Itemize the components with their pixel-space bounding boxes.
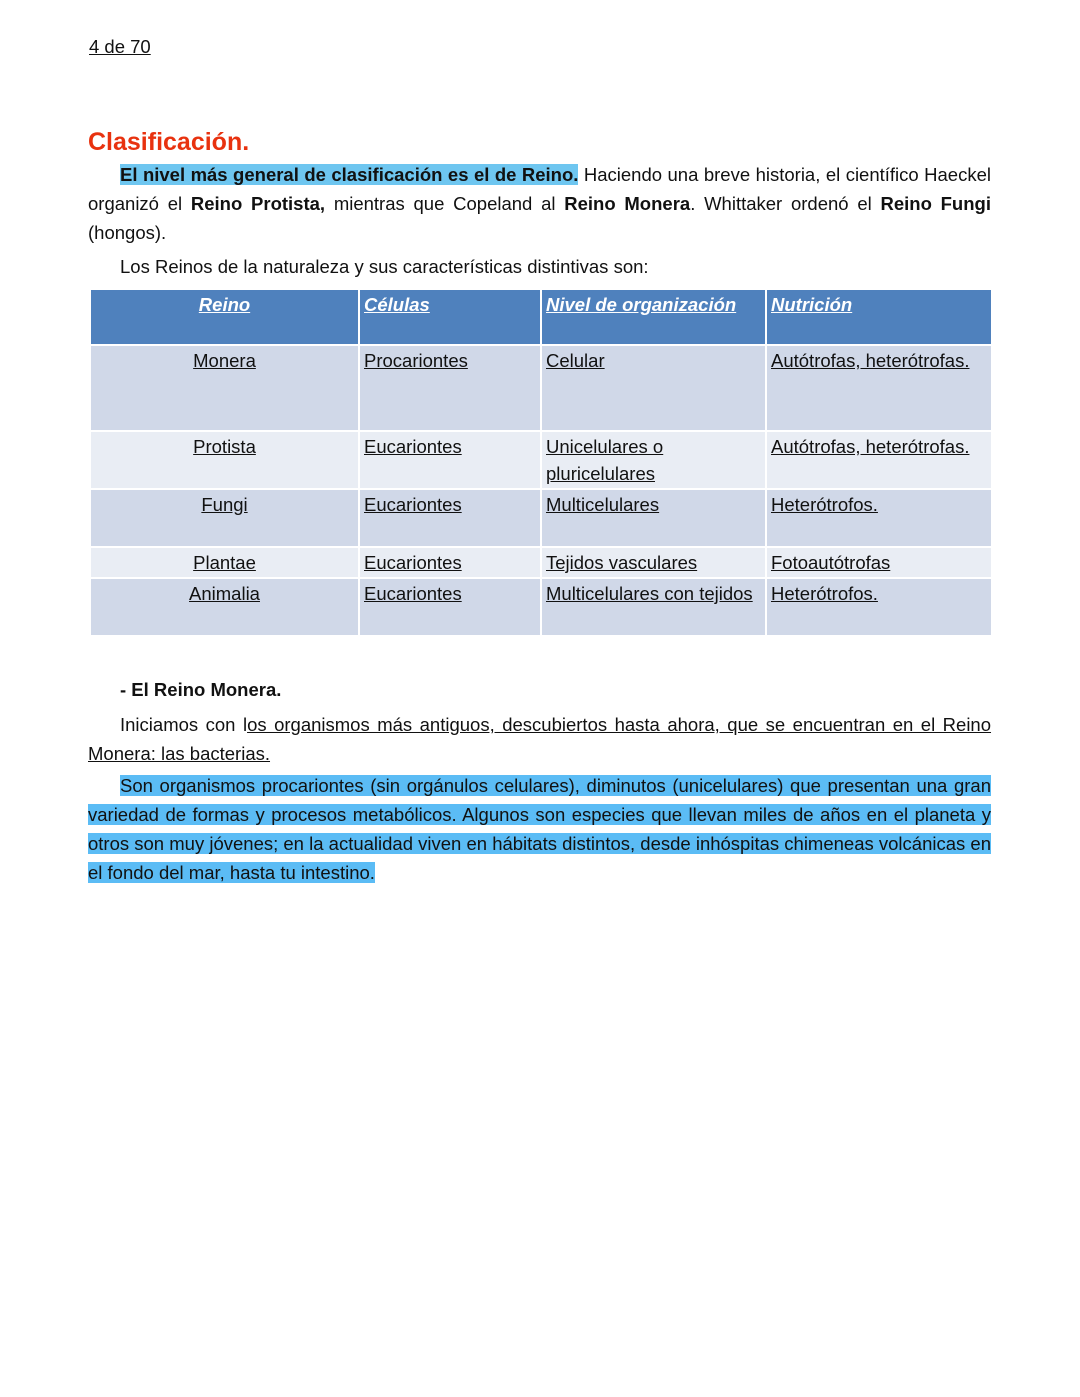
monera-intro [88, 710, 991, 768]
section-title: Clasificación. [88, 128, 250, 156]
cell: Eucariontes [359, 489, 541, 547]
table-header-row [90, 289, 992, 345]
cell: Tejidos vasculares [541, 547, 766, 578]
cell: Eucariontes [359, 578, 541, 636]
cell: Autótrofas, heterótrofas. [766, 431, 992, 489]
text: . Whittaker ordenó el [690, 193, 881, 214]
cell: Celular [541, 345, 766, 431]
monera-description [88, 771, 991, 887]
cell: Eucariontes [359, 547, 541, 578]
kingdoms-table [89, 288, 993, 637]
cell: Procariontes [359, 345, 541, 431]
page-number: 4 de 70 [89, 36, 151, 57]
table-row [90, 345, 992, 431]
text: (hongos). [88, 222, 167, 243]
header-celulas: Células [359, 289, 541, 345]
bold-text: Reino Monera [564, 193, 691, 214]
table-row [90, 431, 992, 489]
cell: Protista [90, 431, 359, 489]
cell: Eucariontes [359, 431, 541, 489]
table-intro: Los Reinos de la naturaleza y sus características distintivas son: [120, 256, 649, 277]
cell: Monera [90, 345, 359, 431]
cell: Multicelulares [541, 489, 766, 547]
highlighted-text: El nivel más general de clasificación es el de Reino. [120, 164, 579, 185]
header-nivel: Nivel de organización [541, 289, 766, 345]
cell: Autótrofas, heterótrofas. [766, 345, 992, 431]
cell: Fotoautótrofas [766, 547, 992, 578]
cell: Animalia [90, 578, 359, 636]
underlined-text: os organismos más antiguos, descubiertos hasta ahora, que se encuentran en el Reino Monera: las bacterias. [88, 714, 992, 764]
subsection-heading: - El Reino Monera. [120, 679, 282, 700]
cell: Heterótrofos. [766, 489, 992, 547]
header-nutricion: Nutrición [766, 289, 992, 345]
text: Iniciamos con l [120, 714, 248, 735]
bold-text: Reino Protista, [190, 193, 326, 214]
highlighted-text: Son organismos procariontes (sin orgánulos celulares), diminutos (unicelulares) que presentan una gran variedad de formas y procesos metabólicos. Algunos son especies que llevan miles de años en el planeta y otros son muy jóvenes; en la actualidad viven en hábitats distintos, desde inhóspitas chimeneas volcánicas en el fondo del mar, hasta tu intestino. [88, 775, 991, 883]
bold-text: Reino Fungi [880, 193, 991, 214]
cell: Unicelulares o pluricelulares [541, 431, 766, 489]
table-row [90, 489, 992, 547]
text: Haciendo una breve historia, el científico Haeckel organizó el [88, 164, 991, 214]
table-row [90, 547, 992, 578]
table-row [90, 578, 992, 636]
cell: Fungi [90, 489, 359, 547]
cell: Multicelulares con tejidos [541, 578, 766, 636]
intro-paragraph [88, 160, 991, 247]
header-reino: Reino [90, 289, 359, 345]
cell: Heterótrofos. [766, 578, 992, 636]
cell: Plantae [90, 547, 359, 578]
text: mientras que Copeland al [325, 193, 565, 214]
